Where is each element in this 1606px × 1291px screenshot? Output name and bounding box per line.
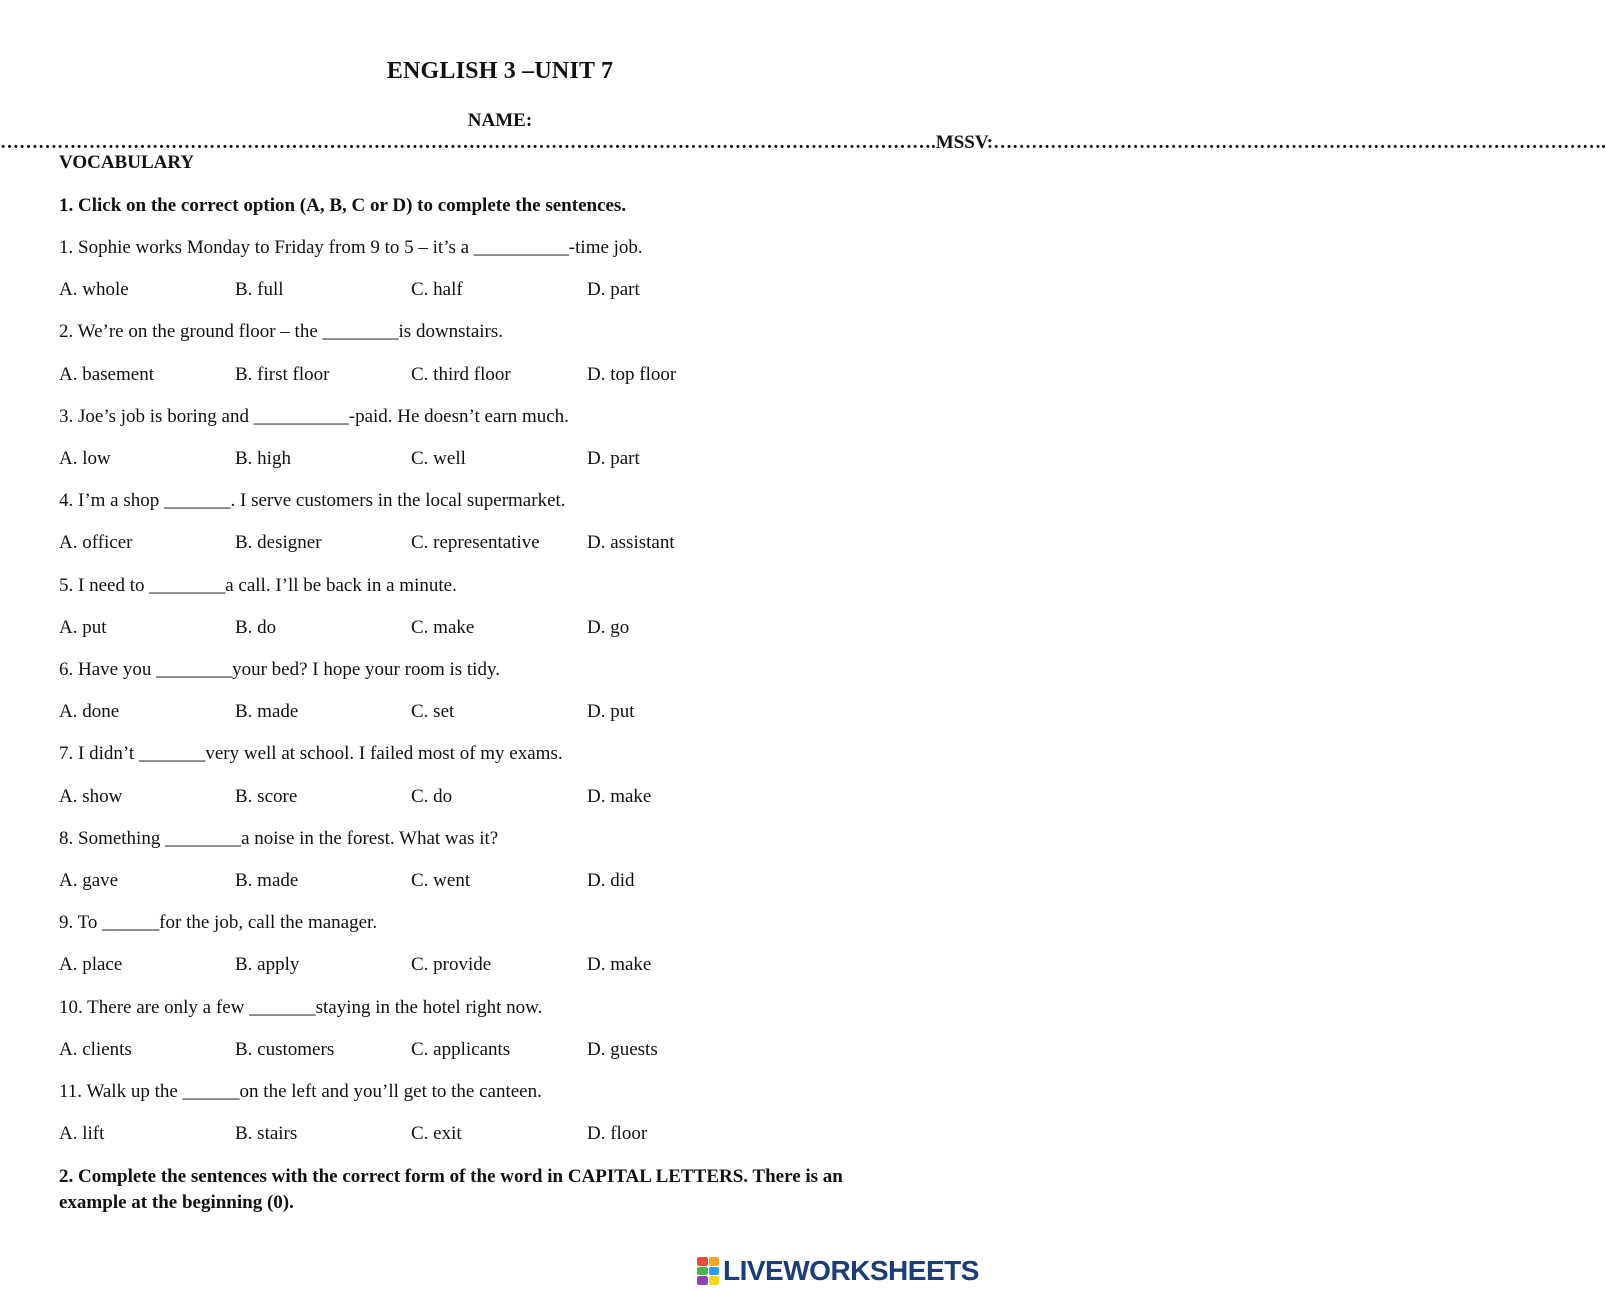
answer-option-b[interactable]: B. designer [235,532,322,554]
question-item [59,405,959,489]
answer-option-a[interactable]: A. low [59,447,111,469]
answer-option-b[interactable]: B. do [235,616,277,638]
answer-option-a[interactable]: A. show [59,785,123,807]
exercise1-instruction: 1. Click on the correct option (A, B, C or D) to complete the sentences. [59,195,627,216]
answer-option-b[interactable]: B. full [235,279,284,301]
answer-option-c[interactable]: C. went [411,869,471,891]
answer-options [59,278,959,320]
answer-option-c[interactable]: C. applicants [411,1038,511,1060]
answer-options [59,869,959,911]
answer-option-a[interactable]: A. place [59,954,123,976]
question-item [59,320,959,404]
logo-mark-block [709,1276,720,1285]
answer-option-c[interactable]: C. set [411,701,455,723]
question-item [59,1080,959,1164]
question-text: 9. To ______for the job, call the manager. [59,912,378,934]
answer-option-c[interactable]: C. representative [411,532,540,554]
answer-option-c[interactable]: C. third floor [411,363,511,385]
answer-option-c[interactable]: C. provide [411,954,492,976]
answer-option-a[interactable]: A. done [59,701,120,723]
question-text: 10. There are only a few _______staying in the hotel right now. [59,996,543,1018]
name-mssv-line: NAME: ………………………………………………………………………………………………………………………………….MSSV:……………………………………………………………………………………. [0,110,1606,153]
question-text: 11. Walk up the ______on the left and you’ll get to the canteen. [59,1080,542,1102]
answer-option-d[interactable]: D. part [587,447,640,469]
logo-mark-block [697,1267,708,1276]
answer-option-b[interactable]: B. made [235,701,299,723]
answer-option-c[interactable]: C. half [411,279,463,301]
question-text: 2. We’re on the ground floor – the ________is downstairs. [59,321,504,343]
liveworksheets-logo [697,1254,979,1288]
question-item [59,911,959,995]
answer-option-b[interactable]: B. apply [235,954,300,976]
answer-option-a[interactable]: A. lift [59,1123,105,1145]
question-text: 1. Sophie works Monday to Friday from 9 to 5 – it’s a __________-time job. [59,237,643,258]
answer-options [59,953,959,995]
answer-option-d[interactable]: D. guests [587,1038,658,1060]
answer-option-d[interactable]: D. assistant [587,532,675,554]
answer-option-b[interactable]: B. first floor [235,363,330,385]
answer-options [59,616,959,658]
answer-options [59,785,959,827]
question-item [59,574,959,658]
answer-options [59,700,959,742]
logo-mark-block [697,1257,708,1266]
section-heading: VOCABULARY [59,152,195,173]
logo-mark-icon [697,1257,719,1285]
answer-option-a[interactable]: A. basement [59,363,154,385]
answer-option-d[interactable]: D. put [587,701,635,723]
answer-option-b[interactable]: B. score [235,785,298,807]
question-item [59,996,959,1080]
answer-option-d[interactable]: D. part [587,279,640,301]
answer-options [59,447,959,489]
exercise2-instruction: 2. Complete the sentences with the correct form of the word in CAPITAL LETTERS. There is an example at the beginning (0). [59,1166,843,1213]
logo-text: LIVEWORKSHEETS [723,1255,979,1286]
answer-option-b[interactable]: B. stairs [235,1123,298,1145]
question-item [59,489,959,573]
answer-option-d[interactable]: D. floor [587,1123,648,1145]
question-text: 4. I’m a shop _______. I serve customers in the local supermarket. [59,490,566,512]
logo-mark-block [697,1276,708,1285]
answer-option-d[interactable]: D. go [587,616,630,638]
answer-option-a[interactable]: A. put [59,616,107,638]
question-item [59,827,959,911]
logo-mark-block [709,1267,720,1276]
answer-option-d[interactable]: D. make [587,785,652,807]
page-title: ENGLISH 3 –UNIT 7 [386,58,614,84]
answer-option-a[interactable]: A. whole [59,279,129,301]
answer-options [59,363,959,405]
answer-option-b[interactable]: B. made [235,869,299,891]
answer-option-c[interactable]: C. well [411,447,466,469]
question-text: 3. Joe’s job is boring and __________-paid. He doesn’t earn much. [59,405,569,427]
answer-option-c[interactable]: C. do [411,785,453,807]
answer-option-c[interactable]: C. make [411,616,475,638]
question-item [59,742,959,826]
answer-options [59,1122,959,1164]
answer-option-d[interactable]: D. did [587,869,635,891]
answer-options [59,531,959,573]
question-text: 6. Have you ________your bed? I hope your room is tidy. [59,658,500,680]
answer-option-a[interactable]: A. gave [59,869,119,891]
answer-option-c[interactable]: C. exit [411,1123,462,1145]
question-list [59,236,959,1164]
answer-option-a[interactable]: A. clients [59,1038,132,1060]
answer-options [59,1038,959,1080]
answer-option-a[interactable]: A. officer [59,532,133,554]
answer-option-d[interactable]: D. top floor [587,363,677,385]
answer-option-b[interactable]: B. high [235,447,291,469]
answer-option-b[interactable]: B. customers [235,1038,335,1060]
question-text: 7. I didn’t _______very well at school. I failed most of my exams. [59,743,563,765]
answer-option-d[interactable]: D. make [587,954,652,976]
logo-mark-block [709,1257,720,1266]
question-item [59,236,959,320]
question-text: 8. Something ________a noise in the forest. What was it? [59,827,499,849]
question-item [59,658,959,742]
question-text: 5. I need to ________a call. I’ll be back in a minute. [59,574,457,596]
